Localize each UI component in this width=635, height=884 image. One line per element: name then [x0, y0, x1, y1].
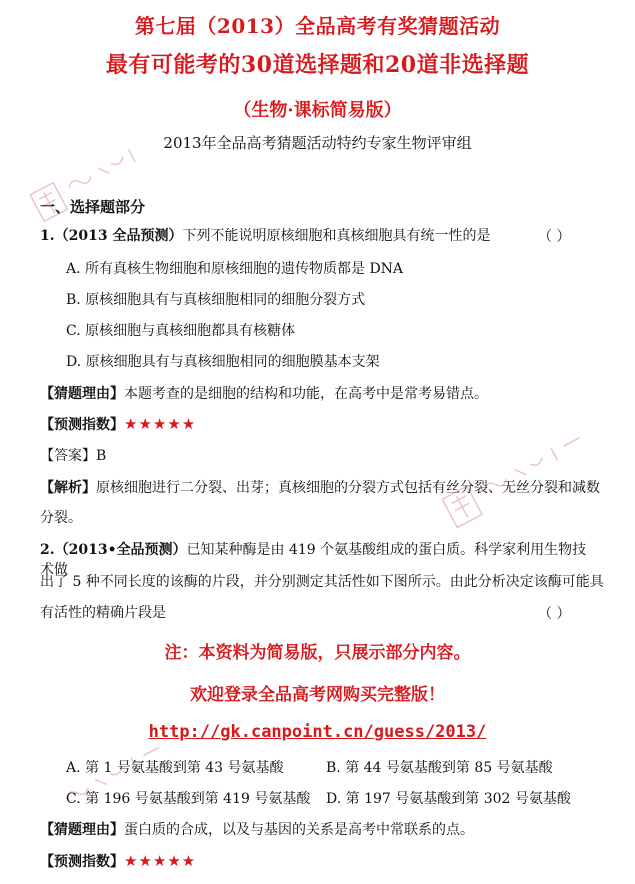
question-1-index — [40, 414, 196, 435]
notice-purchase: 欢迎登录全品高考网购买完整版！ — [190, 685, 445, 705]
watermark-stamp-right — [420, 420, 620, 530]
question-1-tag: 1.（2013 全品预测） — [40, 228, 183, 244]
title-main: 最有可能考的30道选择题和20道非选择题 — [105, 52, 530, 78]
notice-simplified: 注：本资料为简易版，只展示部分内容。 — [164, 643, 471, 663]
question-1-option-d: D. 原核细胞具有与真核细胞相同的细胞膜基本支架 — [66, 354, 380, 370]
question-2-option-d: D. 第 197 号氨基酸到第 302 号氨基酸 — [326, 791, 571, 807]
question-2-index — [40, 851, 196, 872]
question-1-stem: 下列不能说明原核细胞和真核细胞具有统一性的是 — [182, 228, 491, 244]
question-1-answer — [40, 446, 106, 466]
question-2-stem-1: 已知某种酶是由 419 个氨基酸组成的蛋白质。科学家利用生物技术做 — [40, 542, 587, 578]
reason-text: 蛋白质的合成，以及与基因的关系是高考中常联系的点。 — [124, 822, 474, 838]
question-1-option-c: C. 原核细胞与真核细胞都具有核糖体 — [66, 323, 296, 339]
answer-value: B — [96, 448, 107, 464]
rating-stars: ★★★★★ — [124, 415, 197, 433]
question-1-reason — [40, 384, 488, 404]
question-1-answer-blank: （ ） — [538, 229, 571, 245]
question-2-tag: 2.（2013•全品预测） — [40, 542, 187, 558]
question-2-reason — [40, 820, 474, 840]
question-1 — [40, 226, 585, 246]
question-2-stem-2: 出了 5 种不同长度的该酶的片段，并分别测定其活性如下图所示。由此分析决定该酶可能具 — [40, 574, 604, 590]
subtitle-committee: 2013年全品高考猜题活动特约专家生物评审组 — [163, 134, 472, 152]
analysis-label: 【解析】 — [40, 480, 96, 496]
question-1-analysis-cont: 分裂。 — [40, 510, 82, 526]
reason-label: 【猜题理由】 — [40, 822, 124, 838]
question-2-stem-3: 有活性的精确片段是 — [40, 605, 166, 621]
purchase-link[interactable]: http://gk.canpoint.cn/guess/2013/ — [148, 722, 487, 742]
question-1-option-b: B. 原核细胞具有与真核细胞相同的细胞分裂方式 — [66, 292, 366, 308]
question-1-analysis — [40, 478, 600, 498]
analysis-line-1: 原核细胞进行二分裂、出芽；真核细胞的分裂方式包括有丝分裂、无丝分裂和减数 — [96, 480, 600, 496]
question-2-option-c: C. 第 196 号氨基酸到第 419 号氨基酸 — [66, 791, 311, 807]
question-2-option-b: B. 第 44 号氨基酸到第 85 号氨基酸 — [326, 760, 553, 776]
title-event: 第七届（2013）全品高考有奖猜题活动 — [134, 14, 501, 38]
answer-label: 【答案】 — [40, 448, 96, 464]
index-label: 【预测指数】 — [40, 854, 124, 870]
question-2-answer-blank: （ ） — [538, 606, 571, 622]
section-heading: 一、选择题部分 — [40, 198, 146, 216]
title-edition: （生物·课标简易版） — [233, 100, 402, 121]
reason-text: 本题考查的是细胞的结构和功能，在高考中是常考易错点。 — [124, 386, 488, 402]
question-1-option-a: A. 所有真核生物细胞和原核细胞的遗传物质都是 DNA — [66, 261, 404, 277]
index-label: 【预测指数】 — [40, 417, 124, 433]
rating-stars: ★★★★★ — [124, 852, 197, 870]
reason-label: 【猜题理由】 — [40, 386, 124, 402]
question-2-option-a: A. 第 1 号氨基酸到第 43 号氨基酸 — [66, 760, 284, 776]
